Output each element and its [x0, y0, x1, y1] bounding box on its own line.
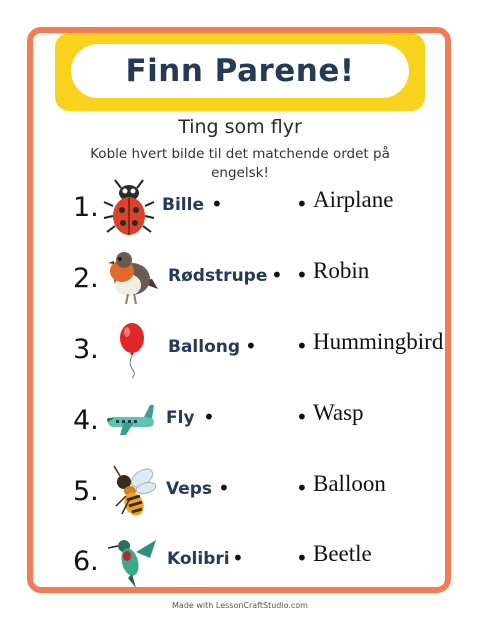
match-row: [0, 249, 480, 309]
right-match-dot[interactable]: •: [296, 476, 308, 500]
norwegian-word: Kolibri: [167, 549, 230, 569]
hummingbird-icon: [106, 532, 162, 592]
match-row: [0, 532, 480, 592]
left-match-dot[interactable]: •: [271, 263, 283, 287]
left-match-dot[interactable]: •: [211, 192, 223, 216]
footer-credit: Made with LessonCraftStudio.com: [172, 601, 308, 610]
norwegian-word: Veps: [166, 479, 213, 499]
airplane-icon: [104, 391, 160, 451]
item-number: 6.: [73, 546, 99, 577]
beetle-icon: [101, 178, 157, 238]
match-row: [0, 391, 480, 451]
norwegian-word: Ballong: [168, 337, 241, 357]
page-title: Finn Parene!: [125, 53, 355, 89]
worksheet-subtitle: Ting som flyr: [178, 116, 302, 138]
norwegian-word: Rødstrupe: [168, 266, 268, 286]
right-match-dot[interactable]: •: [296, 192, 308, 216]
english-word: Wasp: [313, 400, 364, 425]
english-word: Balloon: [313, 471, 386, 496]
left-match-dot[interactable]: •: [203, 405, 215, 429]
item-number: 1.: [73, 192, 99, 223]
norwegian-word: Fly: [166, 408, 195, 428]
english-word: Beetle: [313, 541, 372, 566]
balloon-icon: [104, 320, 160, 380]
english-word: Hummingbird: [313, 329, 444, 354]
left-match-dot[interactable]: •: [218, 476, 230, 500]
match-row: [0, 320, 480, 380]
match-row: [0, 178, 480, 238]
right-match-dot[interactable]: •: [296, 405, 308, 429]
english-word: Robin: [313, 258, 370, 283]
robin-icon: [106, 249, 162, 309]
english-word: Airplane: [313, 187, 394, 212]
right-match-dot[interactable]: •: [296, 334, 308, 358]
right-match-dot[interactable]: •: [296, 546, 308, 570]
instructions-text: Koble hvert bilde til det matchende ordet på engelsk!: [90, 146, 390, 181]
wasp-icon: [104, 462, 160, 522]
item-number: 4.: [73, 405, 99, 436]
item-number: 3.: [73, 334, 99, 365]
item-number: 2.: [73, 263, 99, 294]
title-pill: [71, 44, 409, 98]
match-row: [0, 462, 480, 522]
norwegian-word: Bille: [162, 195, 204, 215]
right-match-dot[interactable]: •: [296, 263, 308, 287]
left-match-dot[interactable]: •: [232, 546, 244, 570]
left-match-dot[interactable]: •: [245, 334, 257, 358]
item-number: 5.: [73, 476, 99, 507]
